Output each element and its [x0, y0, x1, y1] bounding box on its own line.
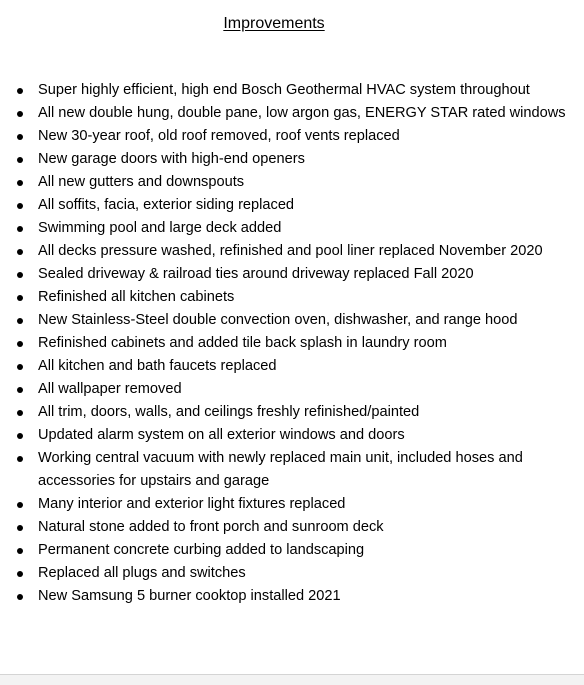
- list-item: [17, 217, 577, 240]
- bullet-icon: [17, 548, 23, 554]
- bullet-icon: [17, 433, 23, 439]
- list-item: [17, 493, 577, 516]
- document-title: Improvements: [223, 15, 325, 32]
- list-item: [17, 539, 577, 562]
- list-item: [17, 102, 577, 125]
- list-item: [17, 286, 577, 309]
- list-item: [17, 378, 577, 401]
- list-item: [17, 194, 577, 217]
- list-item: [17, 424, 577, 447]
- list-item-text: New Stainless-Steel double convection oven, dishwasher, and range hood: [38, 312, 518, 328]
- bullet-icon: [17, 180, 23, 186]
- bullet-icon: [17, 272, 23, 278]
- list-item-text: All soffits, facia, exterior siding replaced: [38, 197, 295, 213]
- bullet-icon: [17, 502, 23, 508]
- list-item: [17, 562, 577, 585]
- bullet-icon: [17, 111, 23, 117]
- list-item-text: Permanent concrete curbing added to landscaping: [38, 542, 365, 558]
- list-item: [17, 263, 577, 286]
- list-item-text: Refinished cabinets and added tile back splash in laundry room: [38, 335, 447, 351]
- bullet-icon: [17, 88, 23, 94]
- list-item: [17, 585, 577, 608]
- bullet-icon: [17, 203, 23, 209]
- bullet-icon: [17, 571, 23, 577]
- bullet-icon: [17, 295, 23, 301]
- list-item-text: Sealed driveway & railroad ties around driveway replaced Fall 2020: [38, 266, 474, 282]
- list-item-text: All kitchen and bath faucets replaced: [38, 358, 277, 374]
- list-item: [17, 332, 577, 355]
- list-item-text: All new gutters and downspouts: [38, 174, 245, 190]
- list-item-text: Refinished all kitchen cabinets: [38, 289, 235, 305]
- list-item-text: All trim, doors, walls, and ceilings freshly refinished/painted: [38, 404, 420, 420]
- bullet-icon: [17, 456, 23, 462]
- bullet-icon: [17, 134, 23, 140]
- list-item: [17, 516, 577, 539]
- list-item-text: Many interior and exterior light fixtures replaced: [38, 496, 346, 512]
- bullet-icon: [17, 318, 23, 324]
- list-item-text: All new double hung, double pane, low argon gas, ENERGY STAR rated windows: [38, 105, 566, 121]
- list-item: [17, 240, 577, 263]
- bullet-icon: [17, 364, 23, 370]
- list-item: [17, 79, 577, 102]
- bullet-icon: [17, 410, 23, 416]
- list-item: [17, 401, 577, 424]
- list-item: [17, 309, 577, 332]
- bullet-icon: [17, 249, 23, 255]
- list-item-text: Natural stone added to front porch and sunroom deck: [38, 519, 384, 535]
- list-item-text: All decks pressure washed, refinished and pool liner replaced November 2020: [38, 243, 543, 259]
- list-item-text: New Samsung 5 burner cooktop installed 2021: [38, 588, 341, 604]
- list-item-text: New garage doors with high-end openers: [38, 151, 305, 167]
- list-item: [17, 355, 577, 378]
- list-item: [17, 447, 577, 493]
- list-item-text: Swimming pool and large deck added: [38, 220, 282, 236]
- list-item: [17, 125, 577, 148]
- bullet-icon: [17, 157, 23, 163]
- bullet-icon: [17, 387, 23, 393]
- bullet-icon: [17, 226, 23, 232]
- list-item-text: All wallpaper removed: [38, 381, 182, 397]
- bullet-icon: [17, 341, 23, 347]
- list-item-text: Replaced all plugs and switches: [38, 565, 246, 581]
- list-item-text: Working central vacuum with newly replaced main unit, included hoses and accessories for upstairs and garage: [38, 450, 523, 489]
- bullet-icon: [17, 594, 23, 600]
- bullet-icon: [17, 525, 23, 531]
- list-item-text: New 30-year roof, old roof removed, roof vents replaced: [38, 128, 400, 144]
- list-item-text: Updated alarm system on all exterior windows and doors: [38, 427, 405, 443]
- list-item: [17, 148, 577, 171]
- list-item-text: Super highly efficient, high end Bosch Geothermal HVAC system throughout: [38, 82, 530, 98]
- improvements-list: [17, 79, 577, 608]
- list-item: [17, 171, 577, 194]
